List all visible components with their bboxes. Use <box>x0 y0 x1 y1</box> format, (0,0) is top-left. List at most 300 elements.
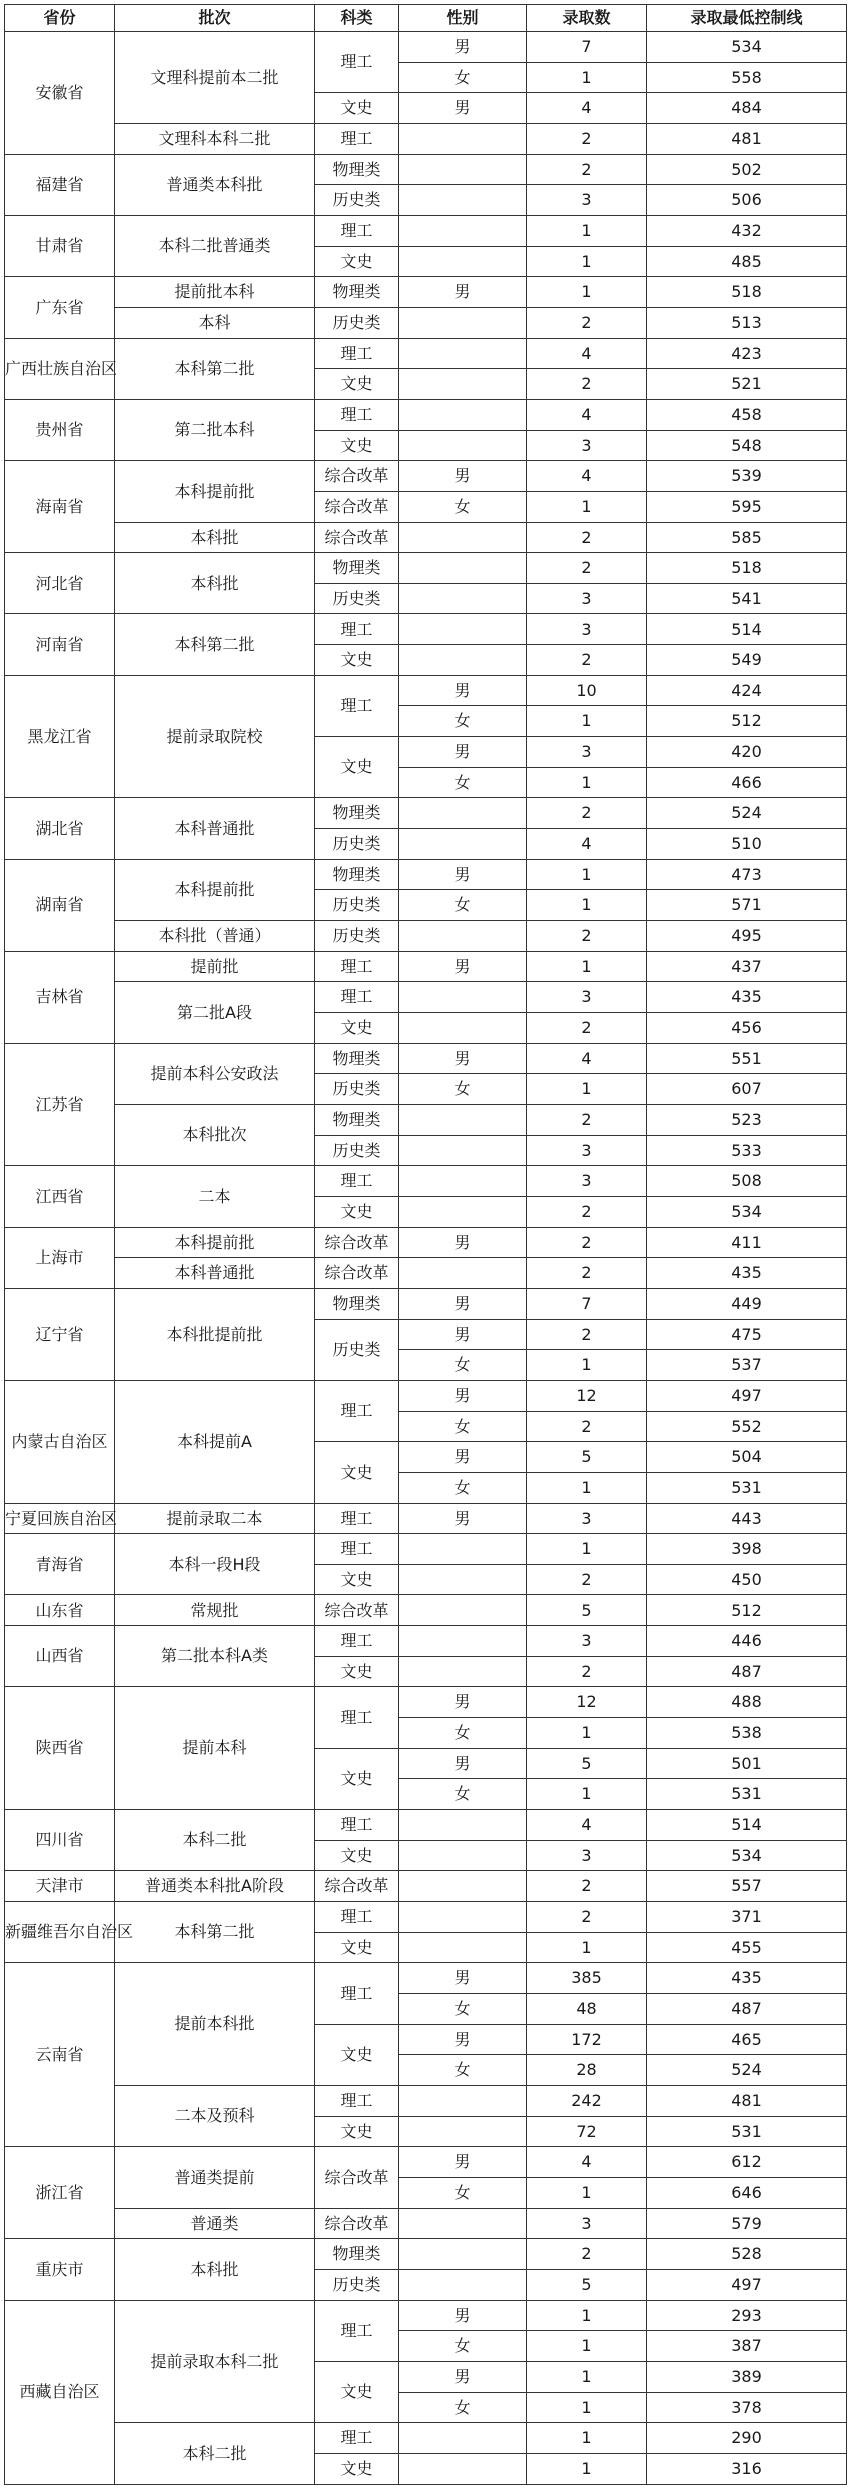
min-score-cell: 552 <box>647 1411 847 1442</box>
batch-cell: 本科普通批 <box>115 798 315 859</box>
admitted-count-cell: 4 <box>527 338 647 369</box>
admitted-count-cell: 4 <box>527 1043 647 1074</box>
province-cell: 安徽省 <box>5 32 115 155</box>
subject-cell: 历史类 <box>315 185 399 216</box>
batch-cell: 提前录取二本 <box>115 1503 315 1534</box>
min-score-cell: 513 <box>647 307 847 338</box>
min-score-cell: 316 <box>647 2453 847 2484</box>
batch-cell: 本科批 <box>115 2239 315 2300</box>
gender-cell <box>399 522 527 553</box>
header-batch: 批次 <box>115 5 315 32</box>
admitted-count-cell: 1 <box>527 2331 647 2362</box>
admitted-count-cell: 3 <box>527 185 647 216</box>
admitted-count-cell: 2 <box>527 1564 647 1595</box>
batch-cell: 二本及预科 <box>115 2085 315 2146</box>
subject-cell: 理工 <box>315 1166 399 1197</box>
min-score-cell: 293 <box>647 2300 847 2331</box>
gender-cell: 女 <box>399 62 527 93</box>
admitted-count-cell: 385 <box>527 1963 647 1994</box>
province-cell: 浙江省 <box>5 2147 115 2239</box>
province-cell: 西藏自治区 <box>5 2300 115 2484</box>
admitted-count-cell: 48 <box>527 1994 647 2025</box>
admitted-count-cell: 2 <box>527 1871 647 1902</box>
subject-cell: 文史 <box>315 1442 399 1503</box>
batch-cell: 提前录取院校 <box>115 675 315 798</box>
min-score-cell: 534 <box>647 1840 847 1871</box>
admitted-count-cell: 12 <box>527 1380 647 1411</box>
subject-cell: 理工 <box>315 1963 399 2024</box>
province-cell: 内蒙古自治区 <box>5 1380 115 1503</box>
min-score-cell: 534 <box>647 32 847 63</box>
min-score-cell: 523 <box>647 1104 847 1135</box>
gender-cell <box>399 2116 527 2147</box>
min-score-cell: 533 <box>647 1135 847 1166</box>
gender-cell: 男 <box>399 1043 527 1074</box>
subject-cell: 文史 <box>315 1656 399 1687</box>
gender-cell <box>399 1013 527 1044</box>
batch-cell: 本科第二批 <box>115 338 315 399</box>
admitted-count-cell: 1 <box>527 1932 647 1963</box>
batch-cell: 本科 <box>115 307 315 338</box>
gender-cell <box>399 369 527 400</box>
table-row <box>5 461 847 492</box>
table-row <box>5 123 847 154</box>
min-score-cell: 495 <box>647 921 847 952</box>
subject-cell: 文史 <box>315 93 399 124</box>
admitted-count-cell: 5 <box>527 1595 647 1626</box>
subject-cell: 历史类 <box>315 829 399 860</box>
min-score-cell: 506 <box>647 185 847 216</box>
province-cell: 广东省 <box>5 277 115 338</box>
gender-cell <box>399 982 527 1013</box>
gender-cell <box>399 399 527 430</box>
subject-cell: 综合改革 <box>315 1595 399 1626</box>
min-score-cell: 497 <box>647 1380 847 1411</box>
batch-cell: 提前本科 <box>115 1687 315 1810</box>
min-score-cell: 458 <box>647 399 847 430</box>
subject-cell: 文史 <box>315 430 399 461</box>
admitted-count-cell: 172 <box>527 2024 647 2055</box>
gender-cell <box>399 1871 527 1902</box>
subject-cell: 理工 <box>315 1810 399 1841</box>
subject-cell: 物理类 <box>315 798 399 829</box>
batch-cell: 本科一段H段 <box>115 1534 315 1595</box>
batch-cell: 提前批本科 <box>115 277 315 308</box>
admitted-count-cell: 1 <box>527 2453 647 2484</box>
batch-cell: 提前本科批 <box>115 1963 315 2086</box>
subject-cell: 物理类 <box>315 1104 399 1135</box>
min-score-cell: 518 <box>647 277 847 308</box>
min-score-cell: 502 <box>647 154 847 185</box>
admitted-count-cell: 1 <box>527 859 647 890</box>
admitted-count-cell: 3 <box>527 583 647 614</box>
table-row <box>5 2085 847 2116</box>
province-cell: 广西壮族自治区 <box>5 338 115 399</box>
admitted-count-cell: 2 <box>527 154 647 185</box>
admitted-count-cell: 1 <box>527 1074 647 1105</box>
subject-cell: 物理类 <box>315 1043 399 1074</box>
table-row <box>5 1380 847 1411</box>
admitted-count-cell: 2 <box>527 522 647 553</box>
gender-cell <box>399 215 527 246</box>
gender-cell: 男 <box>399 277 527 308</box>
min-score-cell: 571 <box>647 890 847 921</box>
gender-cell <box>399 1810 527 1841</box>
min-score-cell: 449 <box>647 1288 847 1319</box>
min-score-cell: 504 <box>647 1442 847 1473</box>
table-row <box>5 1104 847 1135</box>
table-row <box>5 1043 847 1074</box>
table-row <box>5 215 847 246</box>
gender-cell: 男 <box>399 2361 527 2392</box>
table-row <box>5 982 847 1013</box>
admitted-count-cell: 2 <box>527 1411 647 1442</box>
admitted-count-cell: 5 <box>527 1748 647 1779</box>
batch-cell: 本科批次 <box>115 1104 315 1165</box>
table-row <box>5 1810 847 1841</box>
subject-cell: 理工 <box>315 215 399 246</box>
admitted-count-cell: 2 <box>527 1196 647 1227</box>
province-cell: 黑龙江省 <box>5 675 115 798</box>
gender-cell <box>399 1656 527 1687</box>
gender-cell <box>399 1902 527 1933</box>
min-score-cell: 371 <box>647 1902 847 1933</box>
gender-cell <box>399 2423 527 2454</box>
gender-cell <box>399 829 527 860</box>
batch-cell: 本科提前批 <box>115 461 315 522</box>
gender-cell <box>399 1258 527 1289</box>
admitted-count-cell: 2 <box>527 553 647 584</box>
batch-cell: 本科提前A <box>115 1380 315 1503</box>
subject-cell: 理工 <box>315 2423 399 2454</box>
min-score-cell: 518 <box>647 553 847 584</box>
min-score-cell: 423 <box>647 338 847 369</box>
province-cell: 新疆维吾尔自治区 <box>5 1902 115 1963</box>
subject-cell: 文史 <box>315 2453 399 2484</box>
min-score-cell: 521 <box>647 369 847 400</box>
min-score-cell: 435 <box>647 1963 847 1994</box>
min-score-cell: 455 <box>647 1932 847 1963</box>
subject-cell: 历史类 <box>315 583 399 614</box>
min-score-cell: 557 <box>647 1871 847 1902</box>
min-score-cell: 290 <box>647 2423 847 2454</box>
header-row <box>5 5 847 32</box>
subject-cell: 物理类 <box>315 553 399 584</box>
min-score-cell: 579 <box>647 2208 847 2239</box>
batch-cell: 本科提前批 <box>115 1227 315 1258</box>
subject-cell: 历史类 <box>315 1135 399 1166</box>
min-score-cell: 424 <box>647 675 847 706</box>
batch-cell: 文理科本科二批 <box>115 123 315 154</box>
min-score-cell: 420 <box>647 737 847 768</box>
admitted-count-cell: 7 <box>527 1288 647 1319</box>
admitted-count-cell: 1 <box>527 767 647 798</box>
min-score-cell: 558 <box>647 62 847 93</box>
gender-cell: 女 <box>399 491 527 522</box>
subject-cell: 物理类 <box>315 2239 399 2270</box>
subject-cell: 物理类 <box>315 859 399 890</box>
admitted-count-cell: 7 <box>527 32 647 63</box>
table-row <box>5 1534 847 1565</box>
min-score-cell: 475 <box>647 1319 847 1350</box>
min-score-cell: 437 <box>647 951 847 982</box>
gender-cell <box>399 2085 527 2116</box>
table-row <box>5 614 847 645</box>
min-score-cell: 485 <box>647 246 847 277</box>
batch-cell: 本科普通批 <box>115 1258 315 1289</box>
subject-cell: 历史类 <box>315 2269 399 2300</box>
admitted-count-cell: 3 <box>527 614 647 645</box>
admitted-count-cell: 1 <box>527 2300 647 2331</box>
min-score-cell: 473 <box>647 859 847 890</box>
min-score-cell: 585 <box>647 522 847 553</box>
admitted-count-cell: 1 <box>527 2392 647 2423</box>
gender-cell: 女 <box>399 767 527 798</box>
subject-cell: 历史类 <box>315 1074 399 1105</box>
header-province: 省份 <box>5 5 115 32</box>
min-score-cell: 514 <box>647 614 847 645</box>
province-cell: 宁夏回族自治区 <box>5 1503 115 1534</box>
gender-cell: 女 <box>399 1472 527 1503</box>
min-score-cell: 612 <box>647 2147 847 2178</box>
table-row <box>5 1963 847 1994</box>
table-body <box>5 32 847 2485</box>
gender-cell <box>399 583 527 614</box>
min-score-cell: 524 <box>647 2055 847 2086</box>
admitted-count-cell: 1 <box>527 1472 647 1503</box>
subject-cell: 理工 <box>315 1503 399 1534</box>
admitted-count-cell: 1 <box>527 215 647 246</box>
gender-cell <box>399 338 527 369</box>
admitted-count-cell: 1 <box>527 277 647 308</box>
gender-cell <box>399 1534 527 1565</box>
gender-cell: 男 <box>399 1503 527 1534</box>
admitted-count-cell: 2 <box>527 645 647 676</box>
table-row <box>5 921 847 952</box>
batch-cell: 提前批 <box>115 951 315 982</box>
admitted-count-cell: 28 <box>527 2055 647 2086</box>
min-score-cell: 539 <box>647 461 847 492</box>
table-row <box>5 1595 847 1626</box>
subject-cell: 理工 <box>315 2300 399 2361</box>
admitted-count-cell: 3 <box>527 737 647 768</box>
province-cell: 吉林省 <box>5 951 115 1043</box>
gender-cell: 男 <box>399 1687 527 1718</box>
gender-cell <box>399 1564 527 1595</box>
batch-cell: 普通类本科批A阶段 <box>115 1871 315 1902</box>
min-score-cell: 537 <box>647 1350 847 1381</box>
province-cell: 四川省 <box>5 1810 115 1871</box>
min-score-cell: 387 <box>647 2331 847 2362</box>
subject-cell: 理工 <box>315 982 399 1013</box>
min-score-cell: 512 <box>647 1595 847 1626</box>
min-score-cell: 450 <box>647 1564 847 1595</box>
admitted-count-cell: 242 <box>527 2085 647 2116</box>
batch-cell: 普通类 <box>115 2208 315 2239</box>
gender-cell <box>399 123 527 154</box>
batch-cell: 普通类本科批 <box>115 154 315 215</box>
batch-cell: 第二批A段 <box>115 982 315 1043</box>
subject-cell: 理工 <box>315 1626 399 1657</box>
province-cell: 江西省 <box>5 1166 115 1227</box>
min-score-cell: 411 <box>647 1227 847 1258</box>
province-cell: 海南省 <box>5 461 115 553</box>
subject-cell: 理工 <box>315 675 399 736</box>
batch-cell: 本科批 <box>115 522 315 553</box>
subject-cell: 文史 <box>315 1840 399 1871</box>
gender-cell <box>399 430 527 461</box>
subject-cell: 理工 <box>315 1380 399 1441</box>
admitted-count-cell: 1 <box>527 1534 647 1565</box>
province-cell: 上海市 <box>5 1227 115 1288</box>
gender-cell: 女 <box>399 1718 527 1749</box>
min-score-cell: 549 <box>647 645 847 676</box>
admitted-count-cell: 3 <box>527 982 647 1013</box>
table-row <box>5 798 847 829</box>
subject-cell: 理工 <box>315 2085 399 2116</box>
admitted-count-cell: 2 <box>527 1104 647 1135</box>
gender-cell <box>399 1626 527 1657</box>
gender-cell: 女 <box>399 2392 527 2423</box>
table-row <box>5 2147 847 2178</box>
admitted-count-cell: 1 <box>527 246 647 277</box>
gender-cell <box>399 614 527 645</box>
admitted-count-cell: 4 <box>527 2147 647 2178</box>
gender-cell <box>399 307 527 338</box>
subject-cell: 理工 <box>315 32 399 93</box>
admitted-count-cell: 5 <box>527 2269 647 2300</box>
gender-cell <box>399 1196 527 1227</box>
gender-cell <box>399 645 527 676</box>
table-row <box>5 1288 847 1319</box>
table-row <box>5 1687 847 1718</box>
admitted-count-cell: 2 <box>527 369 647 400</box>
subject-cell: 文史 <box>315 1196 399 1227</box>
gender-cell: 男 <box>399 859 527 890</box>
min-score-cell: 501 <box>647 1748 847 1779</box>
batch-cell: 提前录取本科二批 <box>115 2300 315 2423</box>
min-score-cell: 541 <box>647 583 847 614</box>
subject-cell: 文史 <box>315 1748 399 1809</box>
min-score-cell: 534 <box>647 1196 847 1227</box>
gender-cell <box>399 1932 527 1963</box>
subject-cell: 理工 <box>315 951 399 982</box>
admitted-count-cell: 3 <box>527 1626 647 1657</box>
gender-cell: 男 <box>399 1227 527 1258</box>
table-row <box>5 32 847 63</box>
gender-cell: 女 <box>399 890 527 921</box>
gender-cell: 男 <box>399 1380 527 1411</box>
table-row <box>5 1227 847 1258</box>
min-score-cell: 487 <box>647 1656 847 1687</box>
gender-cell <box>399 2208 527 2239</box>
batch-cell: 二本 <box>115 1166 315 1227</box>
min-score-cell: 456 <box>647 1013 847 1044</box>
subject-cell: 历史类 <box>315 890 399 921</box>
province-cell: 湖南省 <box>5 859 115 951</box>
min-score-cell: 538 <box>647 1718 847 1749</box>
gender-cell <box>399 1135 527 1166</box>
admitted-count-cell: 5 <box>527 1442 647 1473</box>
admitted-count-cell: 1 <box>527 951 647 982</box>
gender-cell: 男 <box>399 93 527 124</box>
subject-cell: 综合改革 <box>315 1258 399 1289</box>
table-row <box>5 675 847 706</box>
admitted-count-cell: 4 <box>527 93 647 124</box>
min-score-cell: 508 <box>647 1166 847 1197</box>
subject-cell: 理工 <box>315 1902 399 1933</box>
gender-cell <box>399 2239 527 2270</box>
min-score-cell: 514 <box>647 1810 847 1841</box>
table-row <box>5 1902 847 1933</box>
subject-cell: 综合改革 <box>315 491 399 522</box>
batch-cell: 本科第二批 <box>115 1902 315 1963</box>
province-cell: 河南省 <box>5 614 115 675</box>
subject-cell: 文史 <box>315 246 399 277</box>
min-score-cell: 488 <box>647 1687 847 1718</box>
gender-cell: 男 <box>399 461 527 492</box>
table-row <box>5 2300 847 2331</box>
batch-cell: 本科二批普通类 <box>115 215 315 276</box>
min-score-cell: 607 <box>647 1074 847 1105</box>
subject-cell: 综合改革 <box>315 522 399 553</box>
gender-cell <box>399 246 527 277</box>
admitted-count-cell: 1 <box>527 2361 647 2392</box>
min-score-cell: 484 <box>647 93 847 124</box>
gender-cell: 女 <box>399 1994 527 2025</box>
table-row <box>5 2423 847 2454</box>
subject-cell: 理工 <box>315 399 399 430</box>
subject-cell: 理工 <box>315 338 399 369</box>
min-score-cell: 398 <box>647 1534 847 1565</box>
province-cell: 山东省 <box>5 1595 115 1626</box>
admitted-count-cell: 3 <box>527 1840 647 1871</box>
min-score-cell: 531 <box>647 1779 847 1810</box>
admitted-count-cell: 1 <box>527 1779 647 1810</box>
subject-cell: 历史类 <box>315 1319 399 1380</box>
admitted-count-cell: 4 <box>527 1810 647 1841</box>
header-admitted-count: 录取数 <box>527 5 647 32</box>
gender-cell: 男 <box>399 1319 527 1350</box>
admitted-count-cell: 1 <box>527 62 647 93</box>
subject-cell: 文史 <box>315 2024 399 2085</box>
table-row <box>5 277 847 308</box>
province-cell: 河北省 <box>5 553 115 614</box>
gender-cell: 女 <box>399 1411 527 1442</box>
min-score-cell: 378 <box>647 2392 847 2423</box>
batch-cell: 本科第二批 <box>115 614 315 675</box>
table-row <box>5 1626 847 1657</box>
province-cell: 山西省 <box>5 1626 115 1687</box>
admitted-count-cell: 3 <box>527 1135 647 1166</box>
subject-cell: 文史 <box>315 2361 399 2422</box>
batch-cell: 文理科提前本二批 <box>115 32 315 124</box>
batch-cell: 本科二批 <box>115 1810 315 1871</box>
gender-cell: 女 <box>399 706 527 737</box>
min-score-cell: 389 <box>647 2361 847 2392</box>
province-cell: 辽宁省 <box>5 1288 115 1380</box>
batch-cell: 第二批本科 <box>115 399 315 460</box>
gender-cell: 女 <box>399 2177 527 2208</box>
min-score-cell: 497 <box>647 2269 847 2300</box>
admitted-count-cell: 2 <box>527 1319 647 1350</box>
subject-cell: 文史 <box>315 369 399 400</box>
table-row <box>5 338 847 369</box>
batch-cell: 常规批 <box>115 1595 315 1626</box>
subject-cell: 物理类 <box>315 154 399 185</box>
admitted-count-cell: 4 <box>527 399 647 430</box>
min-score-cell: 524 <box>647 798 847 829</box>
